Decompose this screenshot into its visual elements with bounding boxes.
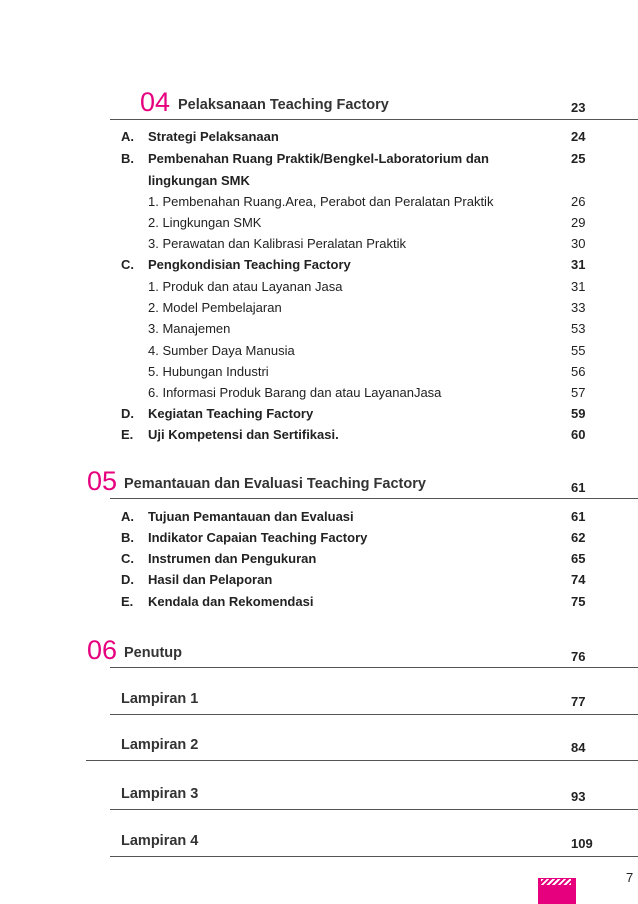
subentry-page: 30 bbox=[571, 236, 586, 251]
entry-letter: B. bbox=[121, 151, 134, 166]
entry-title-continuation[interactable]: lingkungan SMK bbox=[148, 173, 250, 188]
subentry-title[interactable]: 2. Model Pembelajaran bbox=[148, 300, 282, 315]
chapter-number: 04 bbox=[140, 87, 171, 117]
entry-letter: E. bbox=[121, 427, 134, 442]
chapter-number: 06 bbox=[87, 635, 118, 665]
subentry-title[interactable]: 1. Produk dan atau Layanan Jasa bbox=[148, 279, 343, 294]
chapter-number: 05 bbox=[87, 466, 118, 496]
divider-rule bbox=[110, 856, 638, 857]
subentry-title[interactable]: 3. Perawatan dan Kalibrasi Peralatan Praktik bbox=[148, 236, 406, 251]
entry-letter: C. bbox=[121, 551, 134, 566]
entry-letter: E. bbox=[121, 594, 134, 609]
divider-rule bbox=[110, 498, 638, 499]
entry-title[interactable]: Pengkondisian Teaching Factory bbox=[148, 257, 351, 272]
entry-title[interactable]: Strategi Pelaksanaan bbox=[148, 129, 279, 144]
subentry-page: 57 bbox=[571, 385, 586, 400]
subentry-title[interactable]: 3. Manajemen bbox=[148, 321, 231, 336]
divider-rule bbox=[110, 119, 638, 120]
subentry-page: 26 bbox=[571, 194, 586, 209]
entry-title[interactable]: Kendala dan Rekomendasi bbox=[148, 594, 314, 609]
subentry-title[interactable]: 6. Informasi Produk Barang dan atau LayananJasa bbox=[148, 385, 442, 400]
entry-letter: A. bbox=[121, 509, 134, 524]
entry-title[interactable]: Hasil dan Pelaporan bbox=[148, 572, 273, 587]
entry-page: 74 bbox=[571, 572, 586, 587]
entry-title[interactable]: Pembenahan Ruang Praktik/Bengkel-Laboratorium dan bbox=[148, 151, 489, 166]
subentry-title[interactable]: 4. Sumber Daya Manusia bbox=[148, 343, 295, 358]
entry-page: 65 bbox=[571, 551, 586, 566]
divider-rule bbox=[110, 809, 638, 810]
chapter-title: Penutup bbox=[124, 645, 182, 661]
entry-page: 62 bbox=[571, 530, 586, 545]
subentry-title[interactable]: 5. Hubungan Industri bbox=[148, 364, 269, 379]
page-number: 7 bbox=[626, 870, 634, 885]
appendix-title[interactable]: Lampiran 3 bbox=[121, 786, 199, 802]
subentry-page: 55 bbox=[571, 343, 586, 358]
subentry-page: 53 bbox=[571, 321, 586, 336]
entry-letter: A. bbox=[121, 129, 134, 144]
chapter-title: Pelaksanaan Teaching Factory bbox=[178, 97, 389, 113]
subentry-page: 29 bbox=[571, 215, 586, 230]
subentry-title[interactable]: 1. Pembenahan Ruang.Area, Perabot dan Peralatan Praktik bbox=[148, 194, 494, 209]
appendix-page: 93 bbox=[571, 789, 586, 804]
entry-letter: D. bbox=[121, 572, 134, 587]
entry-page: 60 bbox=[571, 427, 586, 442]
entry-page: 59 bbox=[571, 406, 586, 421]
entry-letter: C. bbox=[121, 257, 134, 272]
appendix-title[interactable]: Lampiran 2 bbox=[121, 737, 199, 753]
entry-page: 75 bbox=[571, 594, 586, 609]
subentry-title[interactable]: 2. Lingkungan SMK bbox=[148, 215, 262, 230]
entry-title[interactable]: Instrumen dan Pengukuran bbox=[148, 551, 317, 566]
subentry-page: 33 bbox=[571, 300, 586, 315]
entry-title[interactable]: Uji Kompetensi dan Sertifikasi. bbox=[148, 427, 339, 442]
entry-page: 31 bbox=[571, 257, 586, 272]
appendix-title[interactable]: Lampiran 1 bbox=[121, 691, 199, 707]
appendix-title[interactable]: Lampiran 4 bbox=[121, 833, 199, 849]
entry-page: 24 bbox=[571, 129, 586, 144]
subentry-page: 31 bbox=[571, 279, 586, 294]
divider-rule bbox=[110, 714, 638, 715]
divider-rule bbox=[86, 760, 638, 761]
chapter-page: 61 bbox=[571, 480, 586, 495]
chapter-page: 76 bbox=[571, 649, 586, 664]
entry-title[interactable]: Indikator Capaian Teaching Factory bbox=[148, 530, 368, 545]
appendix-page: 84 bbox=[571, 740, 586, 755]
appendix-page: 77 bbox=[571, 694, 586, 709]
appendix-page: 109 bbox=[571, 836, 593, 851]
entry-title[interactable]: Kegiatan Teaching Factory bbox=[148, 406, 314, 421]
entry-letter: B. bbox=[121, 530, 134, 545]
chapter-title: Pemantauan dan Evaluasi Teaching Factory bbox=[124, 476, 426, 492]
entry-title[interactable]: Tujuan Pemantauan dan Evaluasi bbox=[148, 509, 354, 524]
chapter-page: 23 bbox=[571, 100, 586, 115]
entry-page: 25 bbox=[571, 151, 586, 166]
page-tab-marker bbox=[538, 878, 576, 904]
entry-letter: D. bbox=[121, 406, 134, 421]
divider-rule bbox=[110, 667, 638, 668]
hatch-pattern bbox=[541, 879, 571, 885]
entry-page: 61 bbox=[571, 509, 586, 524]
subentry-page: 56 bbox=[571, 364, 586, 379]
